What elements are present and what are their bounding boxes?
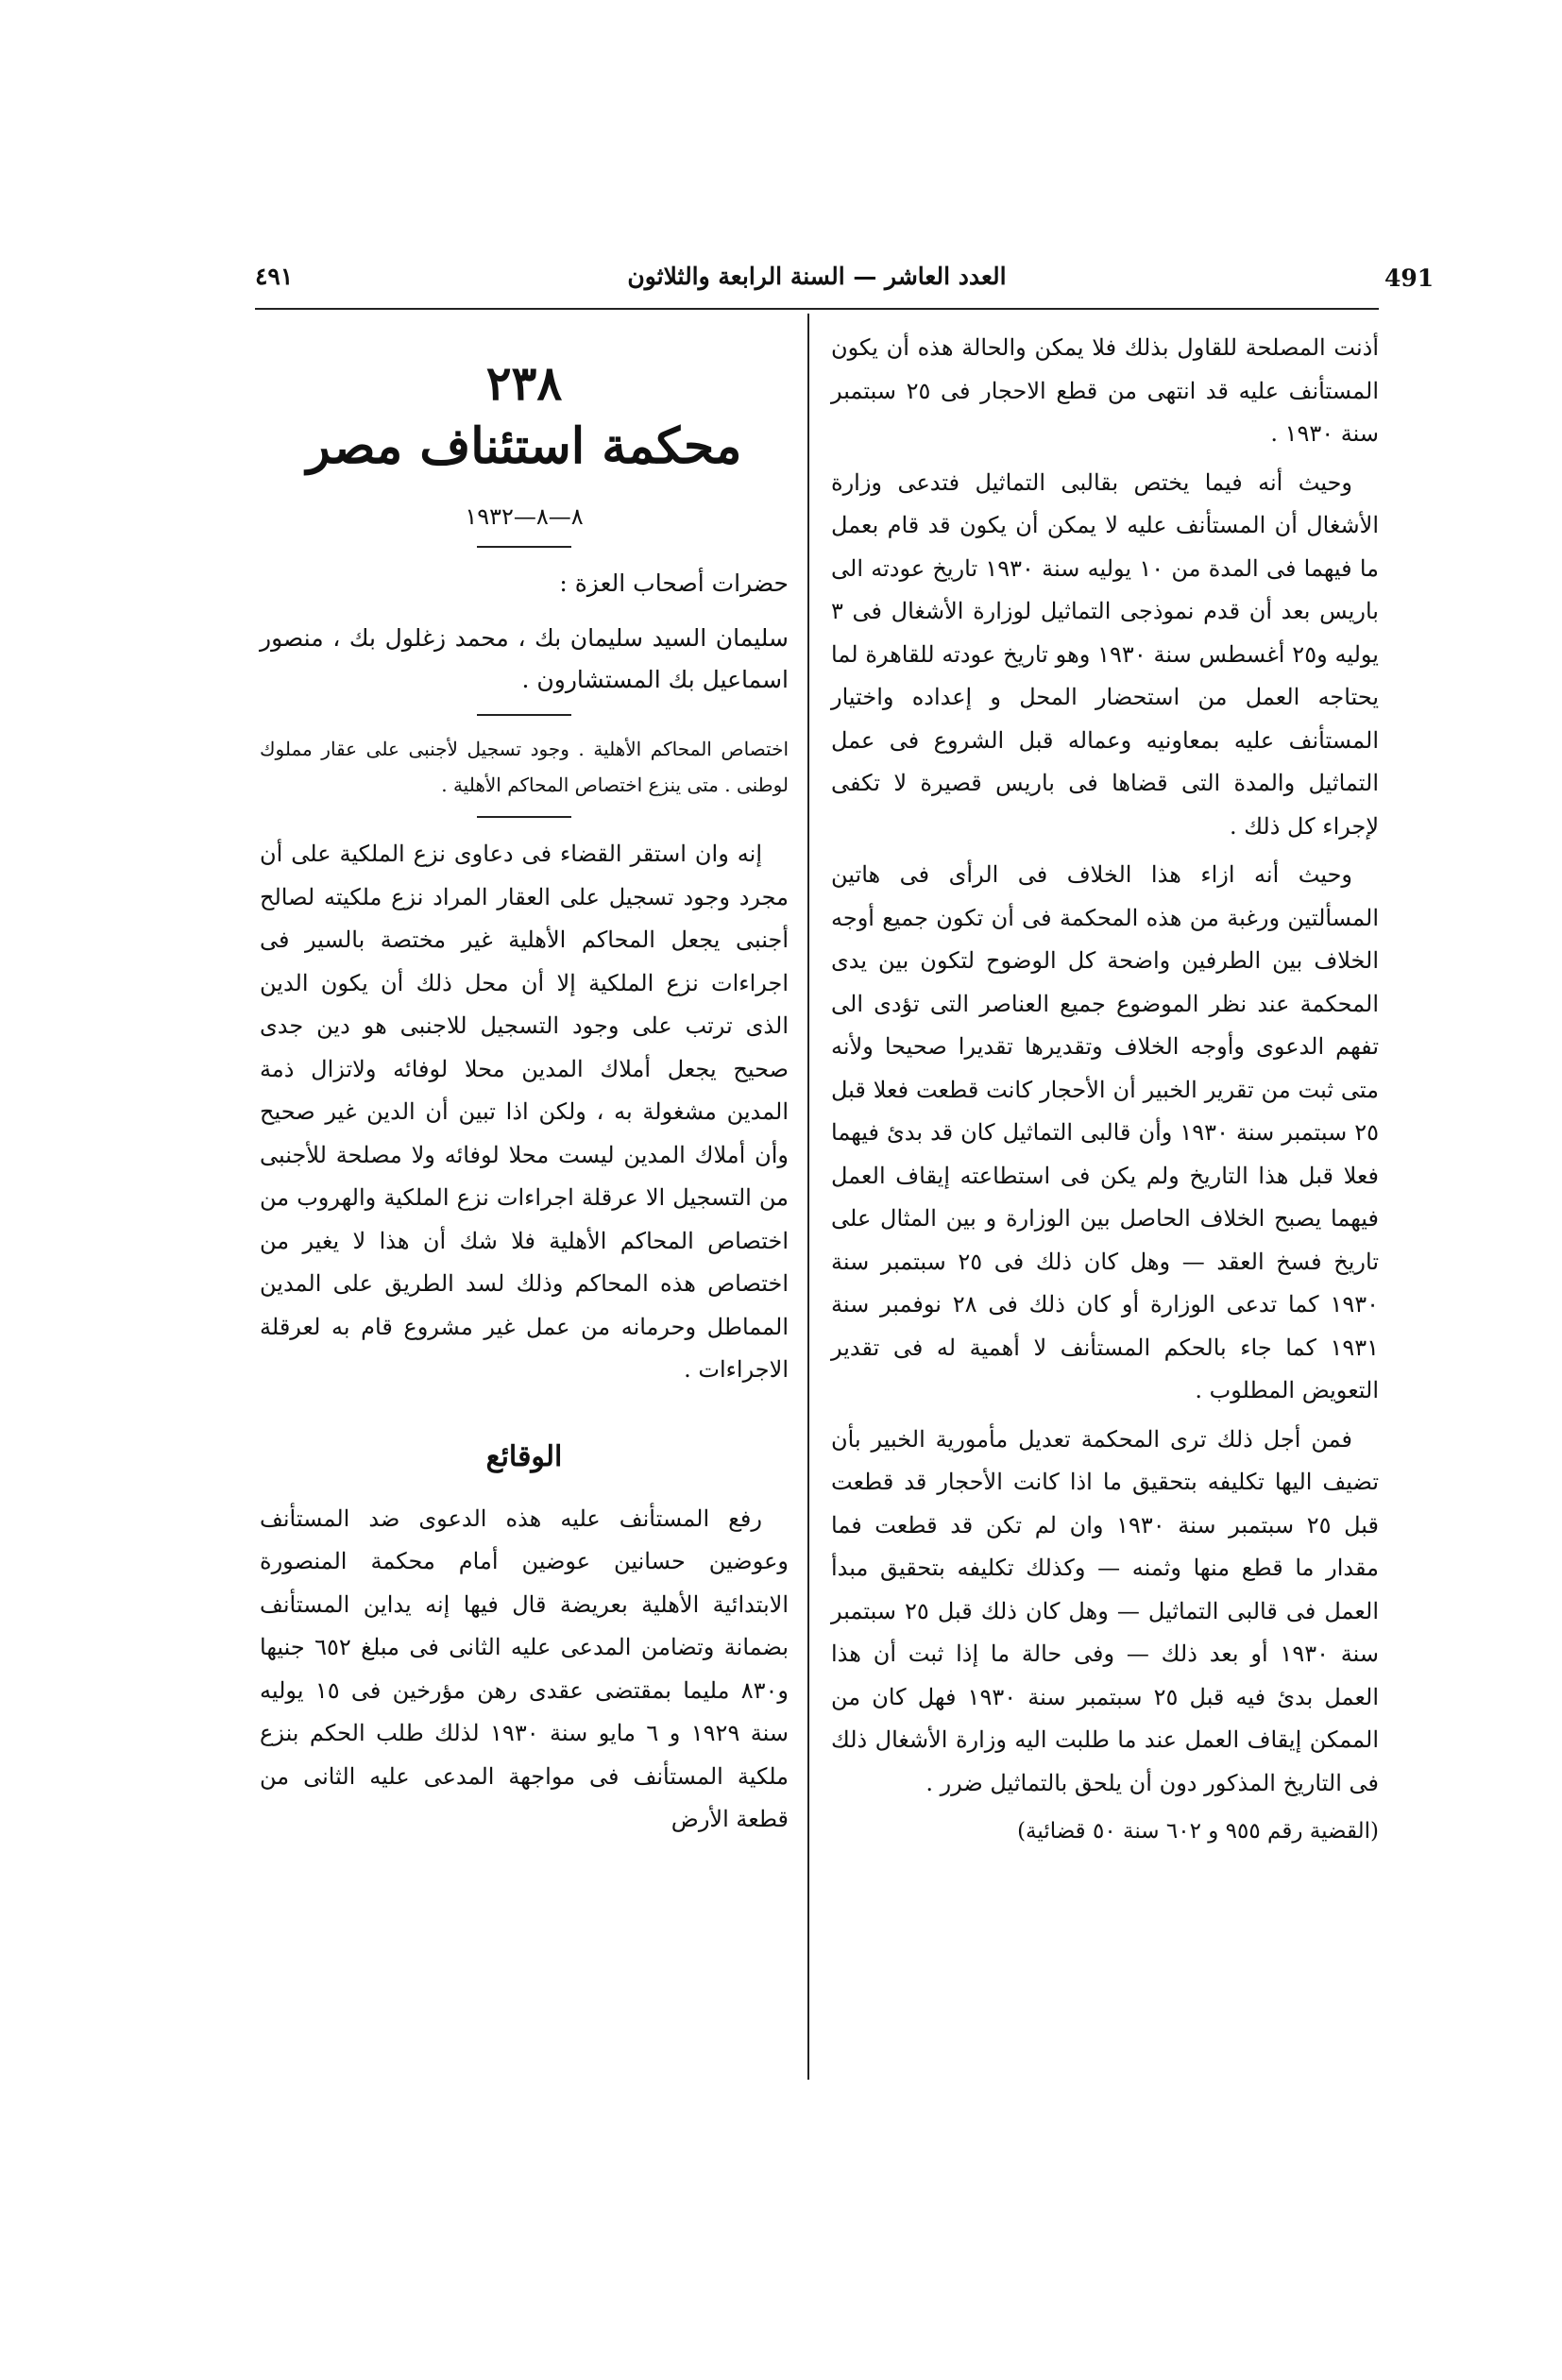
legal-principle: إنه وان استقر القضاء فى دعاوى نزع الملكية على أن مجرد وجود تسجيل على العقار المراد نزع ملكيته لصالح أجنبى يجعل المحاكم الأهلية غير مختصة بالسير فى اجراءات نزع الملكية إلا أن محل ذلك أن يكون الدين الذى ترتب على وجود التسجيل للاجنبى هو دين جدى صحيح يجعل أملاك المدين محلا لوفائه ولاتزال ذمة المدين مشغولة به ، ولكن اذا تبين أن الدين غير صحيح وأن أملاك المدين ليست محلا لوفائه ولا مصلحة للأجنبى من التسجيل الا عرقلة اجراءات نزع الملكية والهروب من اختصاص المحاكم الأهلية فلا شك أن هذا لا يغير من اختصاص هذه المحاكم وذلك لسد الطريق على المدين المماطل وحرمانه من عمل غير مشروع قام به لعرقلة الاجراءات . [260, 841, 789, 1383]
section-divider [477, 714, 571, 716]
case-citation: (القضية رقم ٩٥٥ و ٦٠٢ سنة ٥٠ قضائية) [1017, 1819, 1379, 1844]
page-number-arabic: ٤٩١ [255, 263, 294, 290]
header-divider [255, 308, 1379, 310]
paragraph: فمن أجل ذلك ترى المحكمة تعديل مأمورية الخبير بأن تضيف اليها تكليفه بتحقيق ما اذا كانت الأحجار قد قطعت قبل ٢٥ سبتمبر سنة ١٩٣٠ وان لم تكن قد قطعت فما مقدار ما قطع منها وثمنه — وكذلك تكليفه بتحقيق مبدأ العمل فى قالبى التماثيل — وهل كان ذلك قبل ٢٥ سبتمبر سنة ١٩٣٠ أو بعد ذلك — وفى حالة ما إذا ثبت أن هذا العمل بدئ فيه قبل ٢٥ سبتمبر سنة ١٩٣٠ فهل كان من الممكن إيقاف العمل عند ما طلبت اليه وزارة الأشغال ذلك فى التاريخ المذكور دون أن يلحق بالتماثيل ضرر . [831, 1425, 1380, 1796]
column-divider [807, 314, 809, 2080]
paragraph: وحيث أنه فيما يختص بقالبى التماثيل فتدعى وزارة الأشغال أن المستأنف عليه لا يمكن أن يكون قد قام بعمل ما فيهما فى المدة من ١٠ يوليه سنة ١٩٣٠ تاريخ عودته الى باريس بعد أن قدم نموذجى التماثيل لوزارة الأشغال فى ٣ يوليه و٢٥ أغسطس سنة ١٩٣٠ وهو تاريخ عودته للقاهرة لما يحتاجه العمل من استحضار المحل و إعداده واختيار المستأنف عليه بمعاونيه وعماله قبل الشروع فى عمل التماثيل والمدة التى قضاها فى باريس قصيرة لا تكفى لإجراء كل ذلك . [831, 468, 1380, 840]
facts-paragraph: رفع المستأنف عليه هذه الدعوى ضد المستأنف وعوضين حسانين عوضين أمام محكمة المنصورة الابتدائية الأهلية بعريضة قال فيها إنه يداين المستأنف بضمانة وتضامن المدعى عليه الثانى فى مبلغ ٦٥٢ جنيها و٨٣٠ مليما بمقتضى عقدى رهن مؤرخين فى ١٥ يوليه سنة ١٩٢٩ و ٦ مايو سنة ١٩٣٠ لذلك طلب الحكم بنزع ملكية المستأنف فى مواجهة المدعى عليه الثانى من قطعة الأرض [260, 1504, 789, 1832]
paragraph: وحيث أنه ازاء هذا الخلاف فى الرأى فى هاتين المسألتين ورغبة من هذه المحكمة فى أن تكون جميع أوجه الخلاف بين الطرفين واضحة كل الوضوح لتكون بين يدى المحكمة عند نظر الموضوع جميع العناصر التى تؤدى الى تفهم الدعوى وأوجه الخلاف وتقديرها تقديرا صحيحا ولأنه متى ثبت من تقرير الخبير أن الأحجار كانت قطعت فعلا قبل ٢٥ سبتمبر سنة ١٩٣٠ وأن قالبى التماثيل كان قد بدئ فيهما فعلا قبل هذا التاريخ ولم يكن فى استطاعته إيقاف العمل فيهما يصبح الخلاف الحاصل بين الوزارة و بين المثال على تاريخ فسخ العقد — وهل كان ذلك فى ٢٥ سبتمبر سنة ١٩٣٠ كما تدعى الوزارة أو كان ذلك فى ٢٨ نوفمبر سنة ١٩٣١ كما جاء بالحكم المستأنف لا أهمية له فى تقدير التعويض المطلوب . [831, 861, 1379, 1403]
judges-label: حضرات أصحاب العزة : [559, 570, 789, 597]
journal-issue-title: العدد العاشر — السنة الرابعة والثلاثون [627, 263, 1007, 290]
facts-heading: الوقائع [485, 1439, 563, 1473]
court-name: محكمة استئناف مصر [306, 417, 742, 475]
paragraph: أذنت المصلحة للقاول بذلك فلا يمكن والحالة هذه أن يكون المستأنف عليه قد انتهى من قطع الاحجار فى ٢٥ سبتمبر سنة ١٩٣٠ . [831, 334, 1379, 447]
case-number: ٢٣٨ [485, 355, 563, 411]
judges-names: سليمان السيد سليمان بك ، محمد زغلول بك ، منصور اسماعيل بك المستشارون . [260, 624, 789, 693]
page-number-latin: 491 [1384, 264, 1435, 292]
section-divider [477, 546, 571, 548]
right-column [831, 327, 1379, 1854]
running-header [255, 263, 1435, 304]
section-divider [477, 816, 571, 818]
left-column [260, 355, 789, 1847]
judgment-date: ٨—٨—١٩٣٢ [465, 503, 584, 530]
headnote-summary: اختصاص المحاكم الأهلية . وجود تسجيل لأجنبى على عقار مملوك لوطنى . متى ينزع اختصاص المحاكم الأهلية . [260, 738, 789, 796]
